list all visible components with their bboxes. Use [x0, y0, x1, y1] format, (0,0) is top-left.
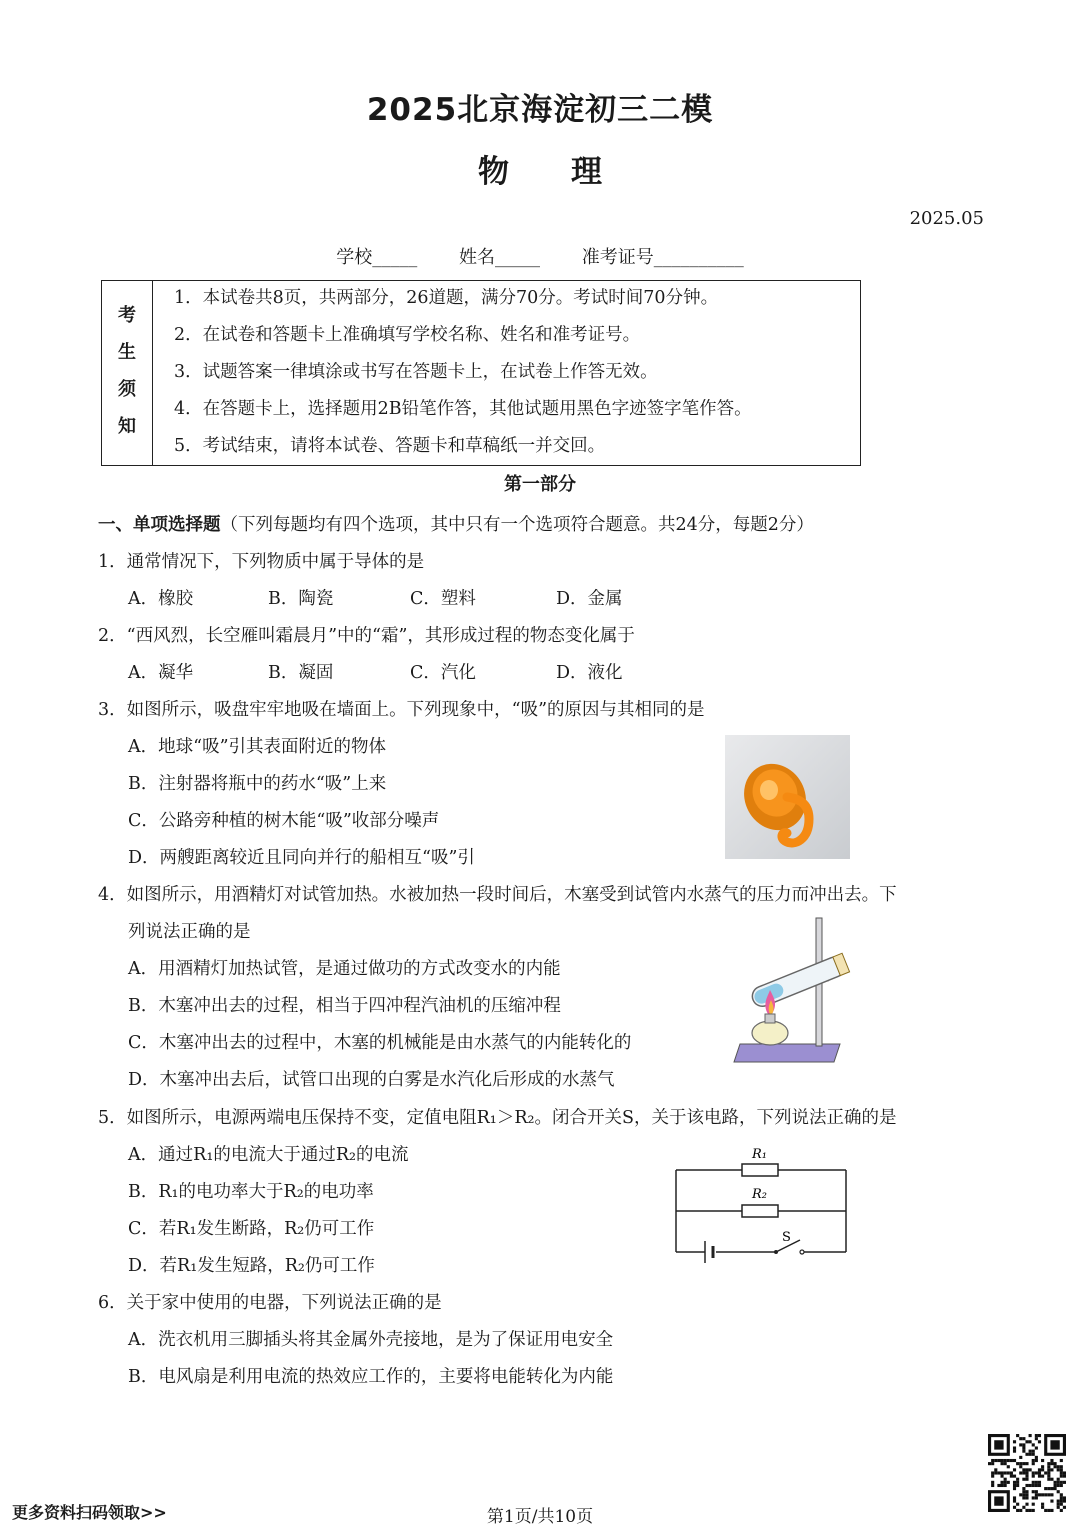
r1-label: R₁ — [752, 1147, 767, 1162]
qr-module — [1019, 1471, 1022, 1474]
qr-module — [1019, 1456, 1022, 1459]
qr-module — [1032, 1453, 1035, 1456]
qr-module — [1004, 1471, 1007, 1474]
qr-module — [1000, 1471, 1003, 1474]
option-c: C．汽化 — [410, 663, 476, 683]
qr-module — [1000, 1481, 1003, 1484]
qr-module — [1035, 1446, 1038, 1449]
qr-module — [1054, 1462, 1057, 1465]
qr-module — [997, 1471, 1000, 1474]
option-b: B．陶瓷 — [268, 589, 334, 609]
qr-module — [1038, 1434, 1041, 1437]
qr-module — [1032, 1475, 1035, 1478]
qr-module — [1025, 1490, 1028, 1493]
qr-module — [994, 1471, 997, 1474]
qr-module — [1004, 1462, 1007, 1465]
qr-module — [1025, 1440, 1028, 1443]
qr-module — [1041, 1475, 1044, 1478]
qr-module — [1013, 1459, 1016, 1462]
qr-module — [1032, 1490, 1035, 1493]
qr-module — [1057, 1484, 1060, 1487]
qr-module — [1013, 1440, 1016, 1443]
option-a: A．橡胶 — [128, 589, 194, 609]
qr-module — [1050, 1478, 1053, 1481]
qr-module — [1022, 1437, 1025, 1440]
qr-module — [991, 1471, 994, 1474]
qr-module — [997, 1459, 1000, 1462]
qr-module — [1041, 1493, 1044, 1496]
notice-item: 2．在试卷和答题卡上准确填写学校名称、姓名和准考证号。 — [174, 325, 641, 345]
option-c: C．木塞冲出去的过程中，木塞的机械能是由水蒸气的内能转化的 — [128, 1033, 632, 1053]
notice-heading-char: 考 — [118, 305, 136, 326]
question-stem: 2．“西风烈，长空雁叫霜晨月”中的“霜”，其形成过程的物态变化属于 — [98, 626, 635, 646]
circuit-diagram — [668, 1140, 854, 1266]
notice-heading-char: 生 — [118, 342, 136, 363]
notice-heading — [102, 281, 153, 465]
qr-module — [1032, 1496, 1035, 1499]
question-stem: 4．如图所示，用酒精灯对试管加热。水被加热一段时间后，木塞受到试管内水蒸气的压力而冲出去。下 — [98, 885, 897, 905]
option-a: A．地球“吸”引其表面附近的物体 — [128, 737, 387, 757]
qr-module — [1025, 1496, 1028, 1499]
part-title: 第一部分 — [504, 474, 576, 495]
qr-module — [1035, 1456, 1038, 1459]
more-resources-link[interactable]: 更多资料扫码领取>> — [12, 1503, 167, 1522]
option-b: B．电风扇是利用电流的热效应工作的，主要将电能转化为内能 — [128, 1367, 614, 1387]
exam-notice-box — [101, 280, 861, 466]
qr-module — [1022, 1478, 1025, 1481]
qr-module — [994, 1459, 997, 1462]
qr-module — [1038, 1484, 1041, 1487]
qr-module — [1000, 1459, 1003, 1462]
qr-module — [1022, 1450, 1025, 1453]
name-field[interactable]: 姓名_____ — [459, 247, 540, 268]
qr-module — [1060, 1459, 1063, 1462]
qr-module — [994, 1468, 997, 1471]
qr-module — [1022, 1487, 1025, 1490]
qr-module — [1060, 1465, 1063, 1468]
qr-module — [1054, 1465, 1057, 1468]
qr-module — [1054, 1484, 1057, 1487]
notice-item: 3．试题答案一律填涂或书写在答题卡上，在试卷上作答无效。 — [174, 362, 658, 382]
qr-module — [1047, 1468, 1050, 1471]
qr-module — [991, 1481, 994, 1484]
qr-module — [1060, 1475, 1063, 1478]
qr-module — [991, 1462, 994, 1465]
notice-heading-char: 须 — [118, 379, 136, 400]
qr-module — [1022, 1443, 1025, 1446]
qr-module — [1013, 1446, 1016, 1449]
question-stem: 1．通常情况下，下列物质中属于导体的是 — [98, 552, 425, 572]
qr-module — [1019, 1465, 1022, 1468]
qr-module — [1032, 1443, 1035, 1446]
qr-module — [1047, 1462, 1050, 1465]
option-d: D．液化 — [556, 663, 623, 683]
qr-module — [1054, 1481, 1057, 1484]
switch-contact — [800, 1250, 804, 1254]
qr-module — [1054, 1487, 1057, 1490]
qr-module — [1019, 1493, 1022, 1496]
qr-module — [1007, 1459, 1010, 1462]
qr-module — [1022, 1468, 1025, 1471]
qr-module — [997, 1484, 1000, 1487]
exam-id-field[interactable]: 准考证号__________ — [581, 247, 744, 268]
qr-module — [1035, 1481, 1038, 1484]
qr-module — [1019, 1462, 1022, 1465]
qr-module — [1032, 1459, 1035, 1462]
qr-module — [1025, 1471, 1028, 1474]
qr-module — [1019, 1437, 1022, 1440]
option-a: A．通过R₁的电流大于通过R₂的电流 — [128, 1145, 409, 1165]
qr-module — [1060, 1468, 1063, 1471]
qr-module — [1022, 1496, 1025, 1499]
qr-module — [1063, 1496, 1066, 1499]
qr-module — [1044, 1493, 1047, 1496]
exam-title: 2025北京海淀初三二模 — [366, 92, 714, 128]
qr-module — [1007, 1465, 1010, 1468]
qr-module — [991, 1459, 994, 1462]
qr-module — [1057, 1468, 1060, 1471]
qr-module — [1047, 1465, 1050, 1468]
qr-module — [991, 1475, 994, 1478]
qr-module — [1035, 1459, 1038, 1462]
qr-module — [1013, 1481, 1016, 1484]
qr-module — [1016, 1434, 1019, 1437]
section-heading — [98, 511, 814, 536]
suction-cup-hook-image — [725, 735, 850, 859]
qr-module — [1050, 1493, 1053, 1496]
option-c: C．塑料 — [410, 589, 476, 609]
qr-module — [1047, 1471, 1050, 1474]
qr-module — [1038, 1493, 1041, 1496]
qr-module — [1007, 1471, 1010, 1474]
qr-module — [1029, 1453, 1032, 1456]
qr-module — [1038, 1468, 1041, 1471]
exam-date: 2025.05 — [909, 208, 984, 229]
qr-module — [1041, 1459, 1044, 1462]
notice-item: 4．在答题卡上，选择题用2B铅笔作答，其他试题用黑色字迹签字笔作答。 — [174, 399, 752, 419]
qr-module — [1032, 1450, 1035, 1453]
option-d: D．若R₁发生短路，R₂仍可工作 — [128, 1256, 375, 1276]
qr-module — [1004, 1459, 1007, 1462]
qr-module — [991, 1484, 994, 1487]
qr-module — [1010, 1459, 1013, 1462]
qr-module — [1025, 1484, 1028, 1487]
qr-module — [1019, 1443, 1022, 1446]
test-tube-heating-diagram — [728, 912, 856, 1070]
qr-module — [1000, 1484, 1003, 1487]
qr-module — [1057, 1481, 1060, 1484]
notice-heading-char: 知 — [118, 416, 136, 437]
option-b: B．木塞冲出去的过程，相当于四冲程汽油机的压缩冲程 — [128, 996, 561, 1016]
option-b: B．注射器将瓶中的药水“吸”上来 — [128, 774, 387, 794]
qr-module — [1032, 1481, 1035, 1484]
option-a: A．凝华 — [128, 663, 194, 683]
option-a: A．洗衣机用三脚插头将其金属外壳接地，是为了保证用电安全 — [128, 1330, 614, 1350]
qr-module — [1060, 1471, 1063, 1474]
option-d: D．两艘距离较近且同向并行的船相互“吸”引 — [128, 848, 475, 868]
qr-module — [1038, 1471, 1041, 1474]
option-b: B．R₁的电功率大于R₂的电功率 — [128, 1182, 374, 1202]
qr-module — [1010, 1475, 1013, 1478]
qr-module — [1016, 1481, 1019, 1484]
qr-module — [1047, 1478, 1050, 1481]
section-title: 一、单项选择题 — [98, 515, 221, 535]
qr-module — [1060, 1496, 1063, 1499]
qr-module — [1057, 1465, 1060, 1468]
option-a: A．用酒精灯加热试管，是通过做功的方式改变水的内能 — [128, 959, 561, 979]
notice-item: 5．考试结束，请将本试卷、答题卡和草稿纸一并交回。 — [174, 436, 606, 456]
qr-module — [1013, 1468, 1016, 1471]
qr-module — [1025, 1453, 1028, 1456]
qr-module — [1035, 1471, 1038, 1474]
school-field[interactable]: 学校_____ — [336, 247, 418, 268]
qr-module — [1063, 1481, 1066, 1484]
qr-module — [1035, 1496, 1038, 1499]
qr-module — [1035, 1490, 1038, 1493]
qr-module — [1060, 1493, 1063, 1496]
subject-title: 物理 — [478, 154, 664, 190]
qr-module — [1004, 1484, 1007, 1487]
qr-module — [1057, 1478, 1060, 1481]
qr-module — [1035, 1437, 1038, 1440]
qr-module — [1022, 1462, 1025, 1465]
qr-module — [1050, 1468, 1053, 1471]
qr-module — [1010, 1471, 1013, 1474]
qr-module — [1022, 1490, 1025, 1493]
switch-pivot — [774, 1250, 778, 1254]
question-stem: 3．如图所示，吸盘牢牢地吸在墙面上。下列现象中，“吸”的原因与其相同的是 — [98, 700, 705, 720]
qr-module — [1025, 1478, 1028, 1481]
qr-module — [1050, 1459, 1053, 1462]
qr-module — [1022, 1493, 1025, 1496]
qr-module — [1000, 1462, 1003, 1465]
qr-module — [1038, 1481, 1041, 1484]
question-stem: 6．关于家中使用的电器，下列说法正确的是 — [98, 1293, 442, 1313]
qr-module — [1004, 1481, 1007, 1484]
qr-module — [1060, 1481, 1063, 1484]
qr-module — [1063, 1475, 1066, 1478]
qr-module — [1000, 1475, 1003, 1478]
qr-module — [1029, 1450, 1032, 1453]
switch-label: S — [782, 1230, 791, 1245]
notice-item: 1．本试卷共8页，共两部分，26道题，满分70分。考试时间70分钟。 — [174, 288, 719, 308]
qr-module — [1029, 1440, 1032, 1443]
qr-module — [1032, 1471, 1035, 1474]
qr-module — [1004, 1478, 1007, 1481]
qr-module — [1013, 1487, 1016, 1490]
qr-module — [1044, 1471, 1047, 1474]
qr-module — [1047, 1493, 1050, 1496]
qr-module — [1016, 1462, 1019, 1465]
qr-module — [1029, 1484, 1032, 1487]
qr-module — [1038, 1475, 1041, 1478]
qr-module — [1013, 1496, 1016, 1499]
student-info-fields — [0, 243, 1080, 269]
qr-module — [1047, 1487, 1050, 1490]
qr-module — [1007, 1481, 1010, 1484]
page-number: 第1页/共10页 — [486, 1507, 594, 1527]
question-stem-continued: 列说法正确的是 — [128, 922, 251, 942]
qr-module — [1035, 1484, 1038, 1487]
section-instructions: （下列每题均有四个选项，其中只有一个选项符合题意。共24分，每题2分） — [220, 515, 814, 535]
qr-module — [1022, 1471, 1025, 1474]
option-c: C．若R₁发生断路，R₂仍可工作 — [128, 1219, 375, 1239]
qr-module — [1032, 1462, 1035, 1465]
qr-module — [1016, 1484, 1019, 1487]
qr-module — [1057, 1490, 1060, 1493]
qr-module — [1047, 1475, 1050, 1478]
qr-module — [1063, 1471, 1066, 1474]
qr-module — [988, 1462, 991, 1465]
question-stem: 5．如图所示，电源两端电压保持不变，定值电阻R₁＞R₂。闭合开关S，关于该电路，下列说法正确的是 — [98, 1108, 897, 1128]
qr-module — [1050, 1487, 1053, 1490]
option-d: D．金属 — [556, 589, 623, 609]
qr-module — [1035, 1493, 1038, 1496]
r2-label: R₂ — [752, 1187, 767, 1202]
qr-module — [1025, 1462, 1028, 1465]
qr-module — [1041, 1468, 1044, 1471]
qr-module — [1032, 1484, 1035, 1487]
option-b: B．凝固 — [268, 663, 334, 683]
qr-module — [1029, 1434, 1032, 1437]
qr-code-image[interactable] — [988, 1434, 1066, 1512]
qr-module — [1038, 1440, 1041, 1443]
qr-module — [1050, 1462, 1053, 1465]
qr-module — [1025, 1493, 1028, 1496]
qr-module — [1041, 1465, 1044, 1468]
qr-module — [1029, 1468, 1032, 1471]
qr-module — [1013, 1475, 1016, 1478]
option-d: D．木塞冲出去后，试管口出现的白雾是水汽化后形成的水蒸气 — [128, 1070, 615, 1090]
qr-module — [1044, 1487, 1047, 1490]
qr-module — [1025, 1475, 1028, 1478]
qr-module — [1016, 1478, 1019, 1481]
qr-module — [1013, 1450, 1016, 1453]
qr-module — [1013, 1484, 1016, 1487]
qr-module — [1025, 1468, 1028, 1471]
qr-module — [1022, 1446, 1025, 1449]
option-c: C．公路旁种植的树木能“吸”收部分噪声 — [128, 811, 440, 831]
qr-module — [1060, 1484, 1063, 1487]
qr-module — [1035, 1434, 1038, 1437]
